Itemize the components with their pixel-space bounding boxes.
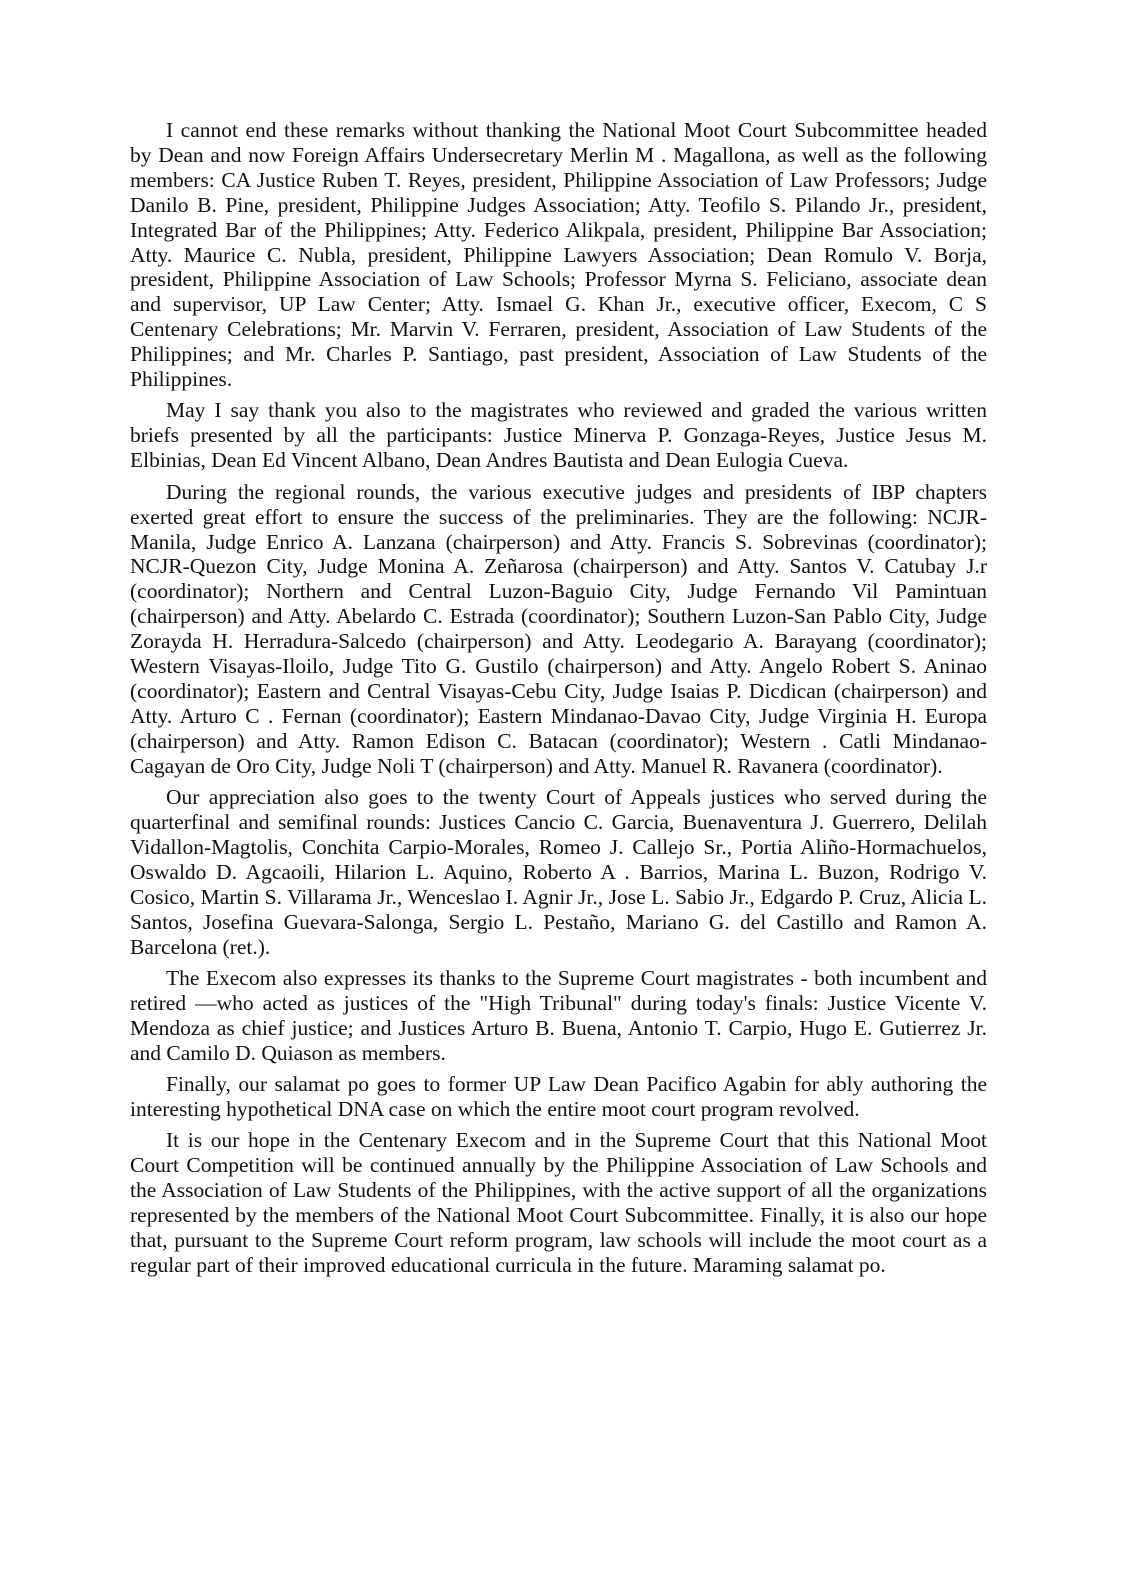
paragraph-acknowledgement-subcommittee: I cannot end these remarks without thanking the National Moot Court Subcommittee headed by Dean and now Foreign Affairs Undersecretary Merlin M . Magallona, as well as the following members: CA Justice Ruben T. Reyes, president, Philippine Association of Law Professors; Judge Danilo B. Pine, president, Philippine Judges Association; Atty. Teofilo S. Pilando Jr., president, Integrated Bar of the Philippines; Atty. Federico Alikpala, president, Philippine Bar Association; Atty. Maurice C. Nubla, president, Philippine Lawyers Association; Dean Romulo V. Borja, president, Philippine Association of Law Schools; Professor Myrna S. Feliciano, associate dean and supervisor, UP Law Center; Atty. Ismael G. Khan Jr., executive officer, Execom, C S Centenary Celebrations; Mr. Marvin V. Ferraren, president, Association of Law Students of the Philippines; and Mr. Charles P. Santiago, past president, Association of Law Students of the Philippines. [130,118,987,392]
paragraph-acknowledgement-court-of-appeals: Our appreciation also goes to the twenty Court of Appeals justices who served during the quarterfinal and semifinal rounds: Justices Cancio C. Garcia, Buenaventura J. Guerrero, Delilah Vidallon-Magtolis, Conchita Carpio-Morales, Romeo J. Callejo Sr., Portia Aliño-Hormachuelos, Oswaldo D. Agcaoili, Hilarion L. Aquino, Roberto A . Barrios, Marina L. Buzon, Rodrigo V. Cosico, Martin S. Villarama Jr., Wenceslao I. Agnir Jr., Jose L. Sabio Jr., Edgardo P. Cruz, Alicia L. Santos, Josefina Guevara-Salonga, Sergio L. Pestaño, Mariano G. del Castillo and Ramon A. Barcelona (ret.). [130,785,987,959]
paragraph-closing-hope: It is our hope in the Centenary Execom and in the Supreme Court that this National Moot Court Competition will be continued annually by the Philippine Association of Law Schools and the Association of Law Students of the Philippines, with the active support of all the organizations represented by the members of the National Moot Court Subcommittee. Finally, it is also our hope that, pursuant to the Supreme Court reform program, law schools will include the moot court as a regular part of their improved educational curricula in the future. Maraming salamat po. [130,1128,987,1277]
paragraph-acknowledgement-case-author: Finally, our salamat po goes to former UP Law Dean Pacifico Agabin for ably authoring the interesting hypothetical DNA case on which the entire moot court program revolved. [130,1072,987,1121]
paragraph-acknowledgement-brief-graders: May I say thank you also to the magistrates who reviewed and graded the various written briefs presented by all the participants: Justice Minerva P. Gonzaga-Reyes, Justice Jesus M. Elbinias, Dean Ed Vincent Albano, Dean Andres Bautista and Dean Eulogia Cueva. [130,398,987,473]
paragraph-acknowledgement-regional-rounds: During the regional rounds, the various executive judges and presidents of IBP chapters exerted great effort to ensure the success of the preliminaries. They are the following: NCJR-Manila, Judge Enrico A. Lanzana (chairperson) and Atty. Francis S. Sobrevinas (coordinator); NCJR-Quezon City, Judge Monina A. Zeñarosa (chairperson) and Atty. Santos V. Catubay J.r (coordinator); Northern and Central Luzon-Baguio City, Judge Fernando Vil Pamintuan (chairperson) and Atty. Abelardo C. Estrada (coordinator); Southern Luzon-San Pablo City, Judge Zorayda H. Herradura-Salcedo (chairperson) and Atty. Leodegario A. Barayang (coordinator); Western Visayas-Iloilo, Judge Tito G. Gustilo (chairperson) and Atty. Angelo Robert S. Aninao (coordinator); Eastern and Central Visayas-Cebu City, Judge Isaias P. Dicdican (chairperson) and Atty. Arturo C . Fernan (coordinator); Eastern Mindanao-Davao City, Judge Virginia H. Europa (chairperson) and Atty. Ramon Edison C. Batacan (coordinator); Western . Catli Mindanao-Cagayan de Oro City, Judge Noli T (chairperson) and Atty. Manuel R. Ravanera (coordinator). [130,479,987,778]
document-page [130,118,987,1284]
paragraph-acknowledgement-supreme-court: The Execom also expresses its thanks to the Supreme Court magistrates - both incumbent and retired —who acted as justices of the "High Tribunal" during today's finals: Justice Vicente V. Mendoza as chief justice; and Justices Arturo B. Buena, Antonio T. Carpio, Hugo E. Gutierrez Jr. and Camilo D. Quiason as members. [130,965,987,1065]
